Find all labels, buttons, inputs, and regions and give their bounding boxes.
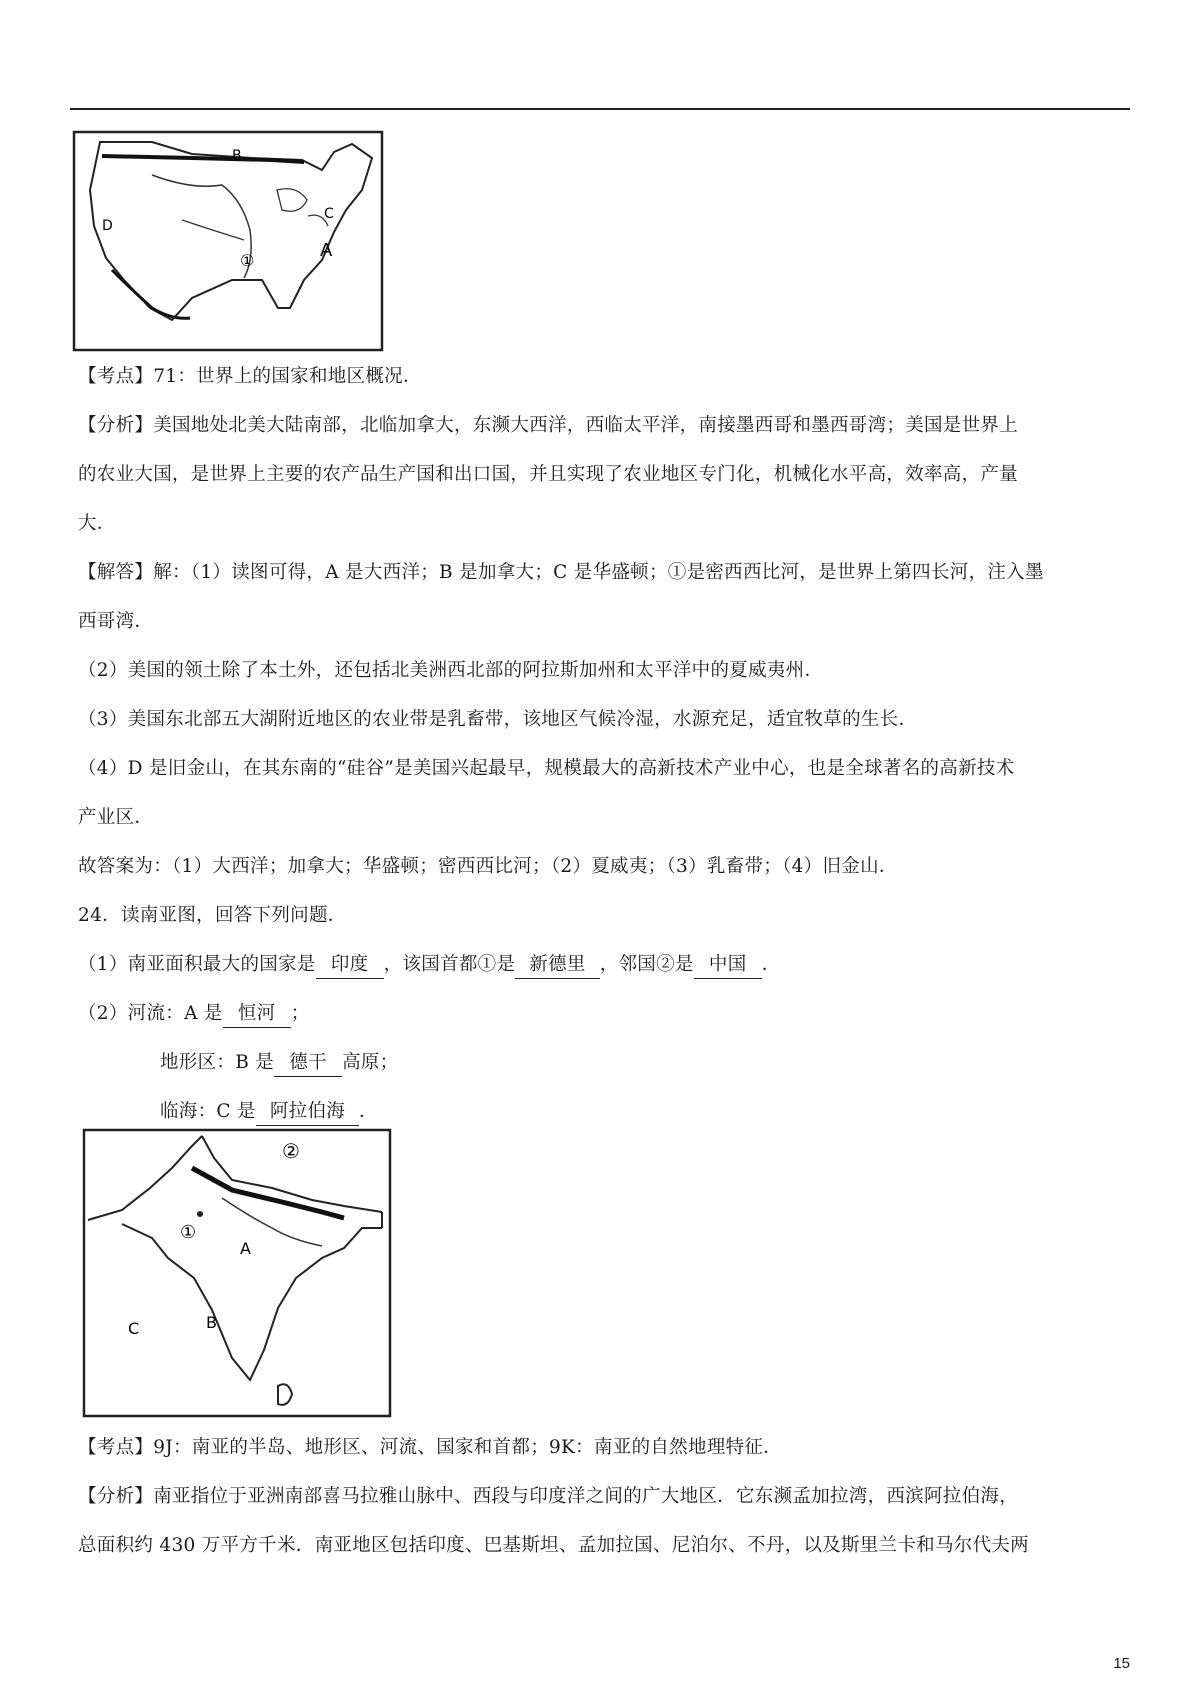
- q23-answer: 故答案为：（1）大西洋；加拿大；华盛顿；密西西比河；（2）夏威夷；（3）乳畜带；（4）旧金山．: [78, 856, 898, 877]
- q23-fenxi-3: 大．: [78, 513, 116, 534]
- q23-p4-1: （4）D 是旧金山，在其东南的“硅谷”是美国兴起最早，规模最大的高新技术产业中心，也是全球著名的高新技术: [78, 758, 1015, 779]
- q24-l2-text-a: （2）河流：A 是: [78, 1003, 223, 1024]
- q24-l1-text-d: ．: [761, 954, 781, 975]
- q24-answer-river: 恒河: [223, 1001, 291, 1028]
- header-rule: [70, 108, 1130, 110]
- usa-label-a: A: [320, 240, 333, 261]
- sa-label-one: ①: [180, 1222, 197, 1243]
- sa-label-b: B: [206, 1313, 217, 1332]
- q24-line-1: [78, 952, 1130, 979]
- q23-jieda-2: 西哥湾．: [78, 611, 154, 632]
- q23-jieda-1: 【解答】解：（1）读图可得，A 是大西洋；B 是加拿大；C 是华盛顿；①是密西西比河，是世界上第四长河，注入墨: [78, 562, 1044, 583]
- q23-fenxi-2: 的农业大国，是世界上主要的农产品生产国和出口国，并且实现了农业地区专门化，机械化水平高，效率高，产量: [78, 464, 1019, 485]
- q24-answer-plateau: 德干: [274, 1050, 342, 1077]
- sa-label-c: C: [128, 1319, 140, 1338]
- q24-answer-sea: 阿拉伯海: [256, 1099, 359, 1126]
- q23-kaodian: 【考点】71：世界上的国家和地区概况．: [78, 366, 422, 387]
- q24-answer-capital: 新德里: [515, 952, 599, 979]
- q24-l4-text-b: ．: [359, 1101, 378, 1122]
- south-asia-map: [82, 1128, 392, 1418]
- q24-l4-text-a: 临海：C 是: [160, 1101, 256, 1122]
- q23-p3: （3）美国东北部五大湖附近地区的农业带是乳畜带，该地区气候冷湿，水源充足，适宜牧草的生长．: [78, 709, 918, 730]
- sa-label-two: ②: [282, 1139, 300, 1163]
- q24-line-4: [160, 1099, 1200, 1126]
- q24-answer-neighbor: 中国: [694, 952, 762, 979]
- q24-l1-text-a: （1）南亚面积最大的国家是: [78, 954, 316, 975]
- q24-line-2: [78, 1001, 1130, 1028]
- q24-fenxi-2: 总面积约 430 万平方千米．南亚地区包括印度、巴基斯坦、孟加拉国、尼泊尔、不丹，以及斯里兰卡和马尔代夫两: [78, 1535, 1029, 1556]
- sa-label-a: A: [240, 1239, 251, 1258]
- page-number: 15: [1113, 1655, 1130, 1672]
- q23-p4-2: 产业区．: [78, 807, 154, 828]
- usa-map: [72, 130, 384, 352]
- q24-line-3: [160, 1050, 1200, 1077]
- usa-label-c: C: [324, 206, 334, 222]
- q23-fenxi-1: 【分析】美国地处北美大陆南部，北临加拿大，东濒大西洋，西临太平洋，南接墨西哥和墨西哥湾；美国是世界上: [78, 415, 1019, 436]
- q24-l1-text-c: ，邻国②是: [599, 954, 694, 975]
- q24-l1-text-b: ，该国首都①是: [383, 954, 516, 975]
- q24-kaodian: 【考点】9J：南亚的半岛、地形区、河流、国家和首都；9K：南亚的自然地理特征．: [78, 1437, 782, 1458]
- q23-p2: （2）美国的领土除了本土外，还包括北美洲西北部的阿拉斯加州和太平洋中的夏威夷州．: [78, 660, 824, 681]
- q24-title: 24．读南亚图，回答下列问题．: [78, 905, 347, 926]
- q24-answer-country: 印度: [316, 952, 384, 979]
- usa-label-d: D: [102, 218, 113, 234]
- q24-l2-text-b: ；: [290, 1003, 310, 1024]
- q24-l3-text-b: 高原；: [342, 1052, 399, 1073]
- usa-label-b: B: [232, 148, 242, 164]
- q24-fenxi-1: 【分析】南亚指位于亚洲南部喜马拉雅山脉中、西段与印度洋之间的广大地区．它东濒孟加拉湾，西滨阿拉伯海，: [78, 1486, 1019, 1507]
- q24-l3-text-a: 地形区：B 是: [160, 1052, 275, 1073]
- usa-label-one: ①: [240, 251, 255, 270]
